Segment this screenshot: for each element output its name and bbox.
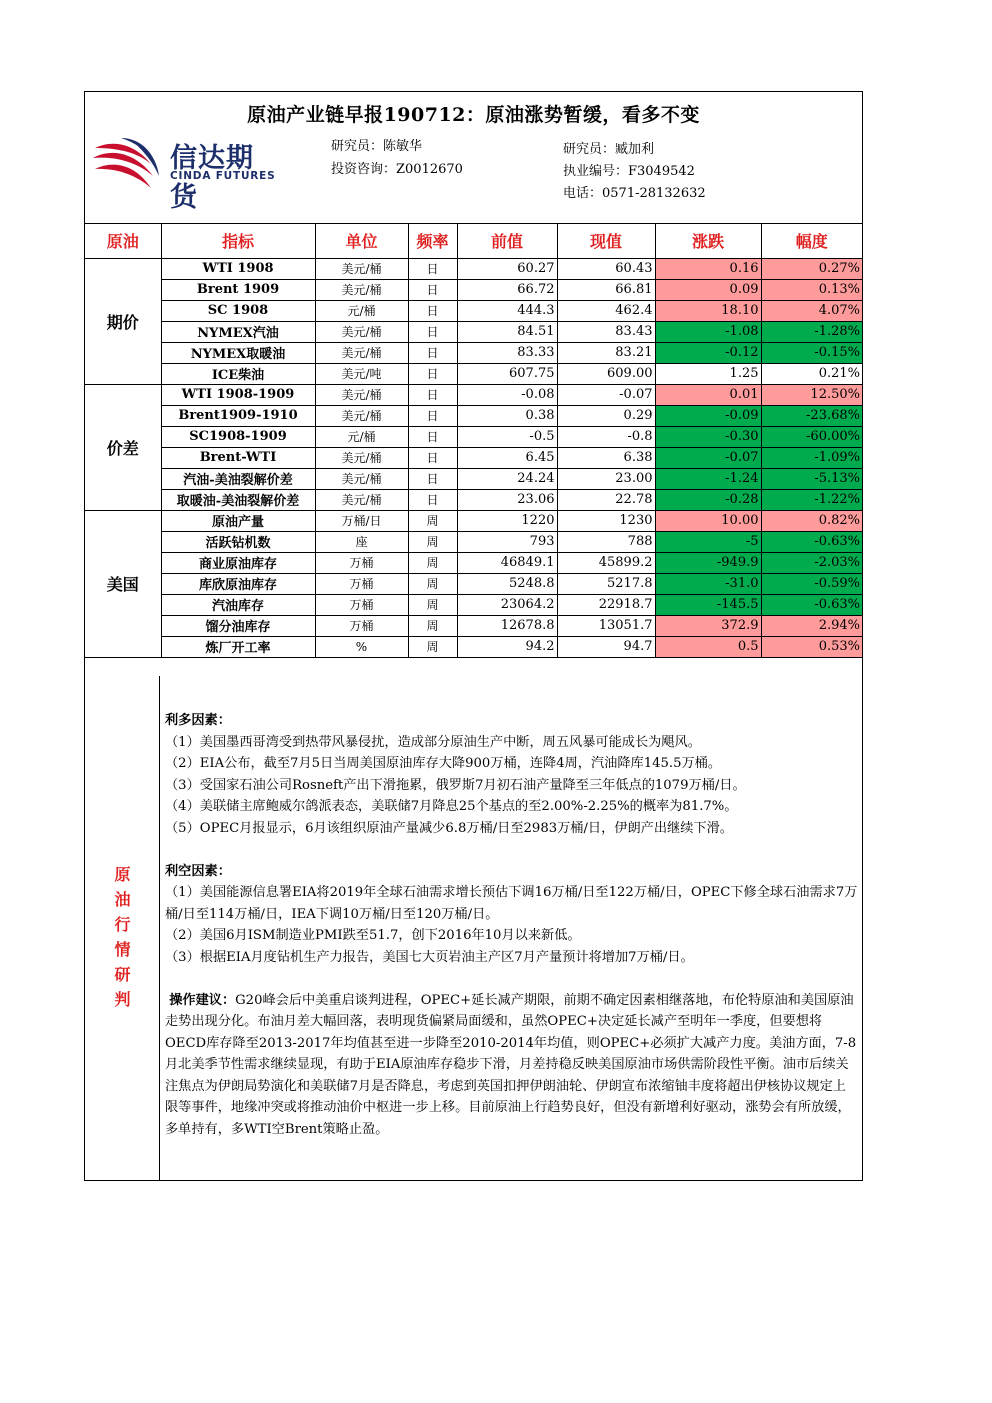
current-value-cell: -0.8 <box>557 426 655 447</box>
indicator-cell: Brent 1909 <box>161 279 315 300</box>
current-value-cell: 94.7 <box>557 636 655 657</box>
frequency-cell: 周 <box>408 636 457 657</box>
bull-title-colon: ： <box>217 713 231 728</box>
unit-cell: 美元/桶 <box>315 468 408 489</box>
change-percent-cell: 0.21% <box>761 363 862 384</box>
logo-chinese-name: 信达期货 <box>170 143 254 213</box>
frequency-cell: 日 <box>408 300 457 321</box>
advice-text: G20峰会后中美重启谈判进程，OPEC+延长减产期限，前期不确定因素相继落地，布伦特原油和美国原油走势出现分化。布油月差大幅回落，表明现货偏紧局面缓和，虽然OPEC+决定延长减产至明年一季度，但要想将OECD库存降至2013-2017年均值甚至进一步降至2010-2014年均值，则OPEC+必须扩大减产力度。美油方面，7-8月北美季节性需求继续显现，有助于EIA原油库存稳步下滑，月差持稳反映美国原油市场供需阶段性平衡。油市后续关注焦点为伊朗局势演化和美联储7月是否降息，考虑到英国扣押伊朗油轮、伊朗宣布浓缩铀丰度将超出伊核协议规定上限等事件，地缘冲突或将推动油价中枢进一步上移。目前原油上行趋势良好，但没有新增利好驱动，涨势会有所放缓，多单持有，多WTI空Brent策略止盈。 <box>165 992 857 1137</box>
unit-cell: 美元/吨 <box>315 363 408 384</box>
unit-cell: 美元/桶 <box>315 258 408 279</box>
frequency-cell: 日 <box>408 489 457 510</box>
research-label-char: 判 <box>114 990 131 1009</box>
change-cell: -0.12 <box>655 342 761 363</box>
change-percent-cell: -1.28% <box>761 321 862 342</box>
current-value-cell: 6.38 <box>557 447 655 468</box>
previous-value-cell: 83.33 <box>457 342 557 363</box>
unit-cell: 万桶 <box>315 573 408 594</box>
indicator-cell: WTI 1908-1909 <box>161 384 315 405</box>
previous-value-cell: 5248.8 <box>457 573 557 594</box>
indicator-cell: NYMEX汽油 <box>161 321 315 342</box>
change-cell: 372.9 <box>655 615 761 636</box>
report-title: 原油产业链早报190712：原油涨势暂缓，看多不变 <box>247 104 700 126</box>
analyst-2-license: 执业编号：F3049542 <box>563 164 695 179</box>
table-row <box>85 531 862 552</box>
indicator-cell: Brent1909-1910 <box>161 405 315 426</box>
indicator-cell: 馏分油库存 <box>161 615 315 636</box>
previous-value-cell: 46849.1 <box>457 552 557 573</box>
frequency-cell: 日 <box>408 426 457 447</box>
frequency-cell: 日 <box>408 468 457 489</box>
indicator-cell: 活跃钻机数 <box>161 531 315 552</box>
change-cell: 10.00 <box>655 510 761 531</box>
bull-factor-item: （2）EIA公布，截至7月5日当周美国原油库存大降900万桶，连降4周，汽油降库145.5万桶。 <box>165 756 722 771</box>
current-value-cell: 83.43 <box>557 321 655 342</box>
indicator-cell: SC 1908 <box>161 300 315 321</box>
change-percent-cell: -5.13% <box>761 468 862 489</box>
table-row <box>85 384 862 405</box>
change-percent-cell: -1.09% <box>761 447 862 468</box>
current-value-cell: 13051.7 <box>557 615 655 636</box>
report-header <box>85 92 862 224</box>
change-percent-cell: -0.63% <box>761 594 862 615</box>
unit-cell: 座 <box>315 531 408 552</box>
change-cell: 0.01 <box>655 384 761 405</box>
advice-colon: ： <box>221 992 236 1008</box>
bear-factor-item: （3）根据EIA月度钻机生产力报告，美国七大页岩油主产区7月产量预计将增加7万桶/日。 <box>165 949 694 965</box>
indicator-cell: 汽油-美油裂解价差 <box>161 468 315 489</box>
previous-value-cell: 444.3 <box>457 300 557 321</box>
unit-cell: 美元/桶 <box>315 405 408 426</box>
research-label-char: 行 <box>114 915 131 934</box>
research-label-char: 油 <box>114 890 131 909</box>
current-value-cell: 83.21 <box>557 342 655 363</box>
unit-cell: 美元/桶 <box>315 447 408 468</box>
column-header: 涨跌 <box>655 223 761 258</box>
section-label: 价差 <box>85 384 161 510</box>
section-label: 期价 <box>85 258 161 384</box>
change-percent-cell: 4.07% <box>761 300 862 321</box>
indicator-cell: 汽油库存 <box>161 594 315 615</box>
frequency-cell: 日 <box>408 279 457 300</box>
change-cell: 0.16 <box>655 258 761 279</box>
current-value-cell: 0.29 <box>557 405 655 426</box>
unit-cell: 美元/桶 <box>315 279 408 300</box>
previous-value-cell: 607.75 <box>457 363 557 384</box>
column-header: 幅度 <box>761 223 862 258</box>
previous-value-cell: 23064.2 <box>457 594 557 615</box>
unit-cell: 万桶/日 <box>315 510 408 531</box>
change-percent-cell: -0.63% <box>761 531 862 552</box>
change-percent-cell: -0.15% <box>761 342 862 363</box>
table-row <box>85 279 862 300</box>
table-row <box>85 468 862 489</box>
table-row <box>85 426 862 447</box>
table-row <box>85 363 862 384</box>
unit-cell: 元/桶 <box>315 426 408 447</box>
current-value-cell: 66.81 <box>557 279 655 300</box>
current-value-cell: 5217.8 <box>557 573 655 594</box>
current-value-cell: 22.78 <box>557 489 655 510</box>
previous-value-cell: -0.5 <box>457 426 557 447</box>
table-row <box>85 552 862 573</box>
unit-cell: 美元/桶 <box>315 321 408 342</box>
indicator-cell: ICE柴油 <box>161 363 315 384</box>
change-percent-cell: 0.27% <box>761 258 862 279</box>
frequency-cell: 周 <box>408 573 457 594</box>
analyst-2-phone: 电话：0571-28132632 <box>563 186 706 201</box>
indicator-cell: NYMEX取暖油 <box>161 342 315 363</box>
column-header: 前值 <box>457 223 557 258</box>
bear-factors-list <box>165 882 858 968</box>
change-cell: -1.08 <box>655 321 761 342</box>
column-header: 指标 <box>161 223 315 258</box>
change-percent-cell: -0.59% <box>761 573 862 594</box>
change-cell: -1.24 <box>655 468 761 489</box>
table-row <box>85 258 862 279</box>
change-cell: -0.28 <box>655 489 761 510</box>
current-value-cell: 22918.7 <box>557 594 655 615</box>
change-cell: -145.5 <box>655 594 761 615</box>
indicator-cell: 商业原油库存 <box>161 552 315 573</box>
report-sheet <box>84 91 863 1181</box>
change-cell: -5 <box>655 531 761 552</box>
cinda-emblem-icon <box>91 136 163 192</box>
previous-value-cell: 793 <box>457 531 557 552</box>
change-cell: 0.5 <box>655 636 761 657</box>
table-row <box>85 510 862 531</box>
bull-factor-item: （3）受国家石油公司Rosneft产出下滑拖累，俄罗斯7月初石油产量降至三年低点的1079万桶/日。 <box>165 777 746 793</box>
change-cell: -31.0 <box>655 573 761 594</box>
column-header: 频率 <box>408 223 457 258</box>
bull-factor-item: （4）美联储主席鲍威尔鸽派表态，美联储7月降息25个基点的至2.00%-2.25%的概率为81.7%。 <box>165 799 738 814</box>
research-label <box>85 676 160 1181</box>
table-row <box>85 447 862 468</box>
frequency-cell: 日 <box>408 384 457 405</box>
previous-value-cell: 60.27 <box>457 258 557 279</box>
unit-cell: 万桶 <box>315 552 408 573</box>
operation-advice <box>165 990 858 1141</box>
previous-value-cell: 84.51 <box>457 321 557 342</box>
change-cell: -949.9 <box>655 552 761 573</box>
frequency-cell: 周 <box>408 594 457 615</box>
current-value-cell: 60.43 <box>557 258 655 279</box>
current-value-cell: 609.00 <box>557 363 655 384</box>
frequency-cell: 日 <box>408 342 457 363</box>
change-percent-cell: -60.00% <box>761 426 862 447</box>
table-row <box>85 342 862 363</box>
change-percent-cell: 12.50% <box>761 384 862 405</box>
indicator-cell: SC1908-1909 <box>161 426 315 447</box>
change-cell: -0.30 <box>655 426 761 447</box>
research-section <box>165 710 858 1140</box>
indicator-cell: 取暖油-美油裂解价差 <box>161 489 315 510</box>
previous-value-cell: 12678.8 <box>457 615 557 636</box>
change-cell: -0.09 <box>655 405 761 426</box>
indicator-cell: 库欣原油库存 <box>161 573 315 594</box>
current-value-cell: 462.4 <box>557 300 655 321</box>
change-percent-cell: -23.68% <box>761 405 862 426</box>
column-header: 单位 <box>315 223 408 258</box>
analyst-1-license: 投资咨询：Z0012670 <box>331 162 463 177</box>
research-label-char: 原 <box>114 865 131 884</box>
frequency-cell: 周 <box>408 552 457 573</box>
table-row <box>85 594 862 615</box>
current-value-cell: -0.07 <box>557 384 655 405</box>
bear-title-colon: ： <box>217 863 231 879</box>
current-value-cell: 23.00 <box>557 468 655 489</box>
research-label-char: 研 <box>114 965 131 984</box>
indicator-table <box>85 223 862 658</box>
unit-cell: 万桶 <box>315 594 408 615</box>
previous-value-cell: 1220 <box>457 510 557 531</box>
frequency-cell: 日 <box>408 258 457 279</box>
unit-cell: 万桶 <box>315 615 408 636</box>
frequency-cell: 周 <box>408 531 457 552</box>
unit-cell: 美元/桶 <box>315 489 408 510</box>
unit-cell: 元/桶 <box>315 300 408 321</box>
change-percent-cell: 2.94% <box>761 615 862 636</box>
frequency-cell: 日 <box>408 363 457 384</box>
change-percent-cell: 0.82% <box>761 510 862 531</box>
previous-value-cell: 24.24 <box>457 468 557 489</box>
table-row <box>85 573 862 594</box>
bull-title-text: 利多因素 <box>165 713 218 728</box>
section-label: 美国 <box>85 510 161 657</box>
previous-value-cell: 23.06 <box>457 489 557 510</box>
analyst-1-name: 研究员：陈敏华 <box>331 139 423 154</box>
bull-factor-item: （5）OPEC月报显示，6月该组织原油产量减少6.8万桶/日至2983万桶/日，伊朗产出继续下滑。 <box>165 820 733 836</box>
previous-value-cell: 0.38 <box>457 405 557 426</box>
table-header-row <box>85 223 862 258</box>
table-row <box>85 321 862 342</box>
bull-factor-item: （1）美国墨西哥湾受到热带风暴侵扰，造成部分原油生产中断，周五风暴可能成长为飓风。 <box>165 734 701 750</box>
table-row <box>85 489 862 510</box>
indicator-cell: Brent-WTI <box>161 447 315 468</box>
change-cell: 18.10 <box>655 300 761 321</box>
table-row <box>85 636 862 657</box>
advice-title: 操作建议 <box>169 992 222 1008</box>
table-row <box>85 300 862 321</box>
logo-english-name: CINDA FUTURES <box>170 170 276 182</box>
column-header: 原油 <box>85 223 161 258</box>
column-header: 现值 <box>557 223 655 258</box>
change-percent-cell: 0.53% <box>761 636 862 657</box>
indicator-cell: WTI 1908 <box>161 258 315 279</box>
change-percent-cell: -1.22% <box>761 489 862 510</box>
frequency-cell: 周 <box>408 510 457 531</box>
frequency-cell: 日 <box>408 405 457 426</box>
current-value-cell: 45899.2 <box>557 552 655 573</box>
table-row <box>85 615 862 636</box>
analyst-2-name: 研究员：臧加利 <box>563 142 655 157</box>
bear-factor-item: （2）美国6月ISM制造业PMI跌至51.7，创下2016年10月以来新低。 <box>165 928 581 943</box>
table-row <box>85 405 862 426</box>
change-cell: -0.07 <box>655 447 761 468</box>
change-cell: 0.09 <box>655 279 761 300</box>
change-percent-cell: 0.13% <box>761 279 862 300</box>
bull-factors-list <box>165 732 858 840</box>
change-percent-cell: -2.03% <box>761 552 862 573</box>
frequency-cell: 周 <box>408 615 457 636</box>
indicator-cell: 原油产量 <box>161 510 315 531</box>
current-value-cell: 1230 <box>557 510 655 531</box>
unit-cell: 美元/桶 <box>315 384 408 405</box>
bull-title <box>165 710 858 732</box>
frequency-cell: 日 <box>408 321 457 342</box>
frequency-cell: 日 <box>408 447 457 468</box>
company-logo <box>91 136 281 213</box>
indicator-cell: 炼厂开工率 <box>161 636 315 657</box>
previous-value-cell: 6.45 <box>457 447 557 468</box>
unit-cell: % <box>315 636 408 657</box>
research-label-char: 情 <box>114 940 131 959</box>
previous-value-cell: -0.08 <box>457 384 557 405</box>
change-cell: 1.25 <box>655 363 761 384</box>
current-value-cell: 788 <box>557 531 655 552</box>
bear-factor-item: （1）美国能源信息署EIA将2019年全球石油需求增长预估下调16万桶/日至122万桶/日，OPEC下修全球石油需求7万桶/日至114万桶/日，IEA下调10万桶/日至120万桶/日。 <box>165 885 858 922</box>
previous-value-cell: 94.2 <box>457 636 557 657</box>
bear-title <box>165 861 858 883</box>
bear-title-text: 利空因素 <box>165 863 218 879</box>
unit-cell: 美元/桶 <box>315 342 408 363</box>
previous-value-cell: 66.72 <box>457 279 557 300</box>
